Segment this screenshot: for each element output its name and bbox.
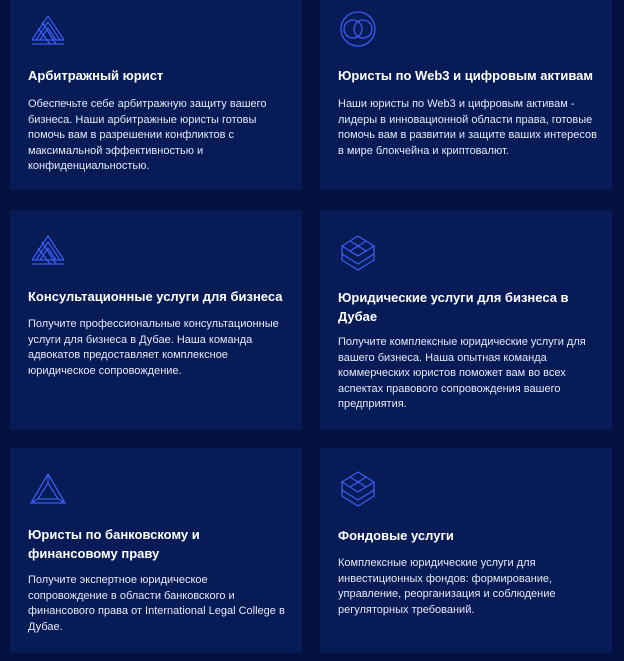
nested-triangle-icon — [28, 468, 68, 508]
stacked-diamond-icon — [338, 232, 378, 272]
layered-triangle-icon — [28, 230, 68, 270]
layered-triangle-icon — [28, 10, 68, 50]
card-title: Консультационные услуги для бизнеса — [28, 289, 283, 304]
card-description: Получите профессиональные консультационные услуги для бизнеса в Дубае. Наша команда адвокатов предоставляет комплексное юридическое сопровождение. — [28, 318, 279, 377]
card-title: Юристы по Web3 и цифровым активам — [338, 68, 594, 83]
card-description: Комплексные юридические услуги для инвестиционных фондов: формирование, управление, реорганизация и соблюдение регуляторных требований. — [338, 557, 556, 616]
service-card-dubai-business[interactable] — [320, 210, 612, 430]
card-title: Фондовые услуги — [338, 528, 454, 543]
card-description: Получите экспертное юридическое сопровождение в области банковского и финансового права от International Legal College в Дубае. — [28, 574, 285, 633]
card-description: Наши юристы по Web3 и цифровым активам - лидеры в инновационной области права, готовые помочь вам в развитии и защите ваших интересов в мире блокчейна и криптовалют. — [338, 98, 597, 157]
card-description: Получите комплексные юридические услуги для вашего бизнеса. Наша опытная команда коммерческих юристов поможет вам во всех аспектах правового сопровождения вашего предприятия. — [338, 336, 586, 410]
service-card-banking[interactable] — [10, 448, 302, 653]
service-card-consulting[interactable] — [10, 210, 302, 430]
card-title: Юристы по банковскому и финансовому праву — [28, 527, 200, 561]
stacked-diamond-icon — [338, 468, 378, 508]
service-card-funds[interactable] — [320, 448, 612, 653]
interlocking-circles-icon — [338, 9, 378, 49]
service-card-arbitration[interactable] — [10, 0, 302, 190]
card-description: Обеспечьте себе арбитражную защиту вашего бизнеса. Наши арбитражные юристы готовы помочь вам в разрешении конфликтов с максимальной эффективностью и конфиденциальностью. — [28, 98, 267, 172]
card-title: Юридические услуги для бизнеса в Дубае — [338, 290, 569, 324]
service-card-web3[interactable] — [320, 0, 612, 190]
card-title: Арбитражный юрист — [28, 68, 164, 83]
